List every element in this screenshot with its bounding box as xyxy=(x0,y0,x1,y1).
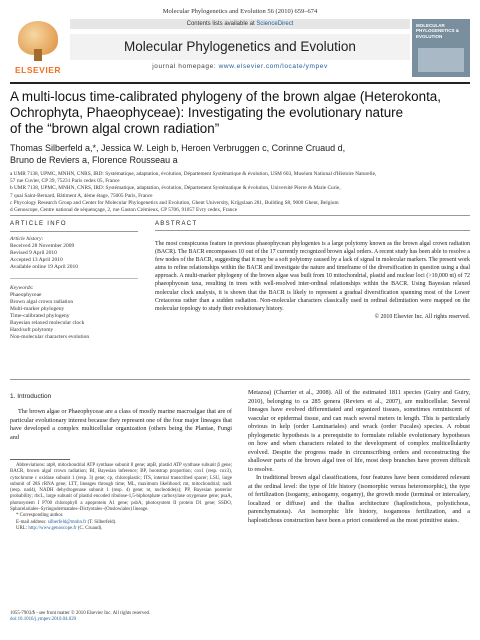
info-divider-top xyxy=(10,215,470,216)
issn-line: 1055-7903/$ - see front matter © 2010 Elsevier Inc. All rights reserved. xyxy=(10,611,151,616)
article-info-heading: ARTICLE INFO xyxy=(10,221,67,227)
intro-paragraph: Metazoa) (Charrier et al., 2008). All of the estimated 1811 species (Guiry and Guiry, 2010), belonging to ca 285 genera (Reviers et al., 2007), are multicellular. Several lineages have evolved differentiated and organized tissues, sometimes reminiscent of vascular or epidermal tissue, and can reach several meters in length. This is particularly obvious in kelp (order Laminariales) and wrack (order Fucales) species. A robust phylogenetic hypothesis is a prerequisite to formulate reliable evolutionary hypotheses on how and when characters related to the development of complex multicellularity evolved. Despite the progress made in circumscribing orders and reconstructing the shallower parts of the brown algal tree of life, most deep branches have proven difficult to resolve. xyxy=(248,389,470,473)
keyword: Hard/soft polytomy xyxy=(10,327,54,333)
history-item: Available online 19 April 2010 xyxy=(10,264,79,270)
keyword: Non-molecular characters evolution xyxy=(10,334,90,340)
keyword: Multi-marker phylogeny xyxy=(10,306,65,312)
journal-masthead xyxy=(10,19,470,77)
section-heading-introduction: 1. Introduction xyxy=(10,393,52,400)
history-label: Article history: xyxy=(10,236,44,242)
url-line xyxy=(10,526,232,532)
email-label: E-mail address: xyxy=(16,519,48,525)
keywords-label: Keywords: xyxy=(10,285,34,291)
affiliation-line: 7 quai Saint-Bernard, Bâtiment A, 4ème étage, 75005 Paris, France xyxy=(10,192,153,199)
intro-paragraph: In traditional brown algal classifications, four features have been considered relevant at the ordinal level: the type of life history (isomorphic versus heteromorphic), the type of fertilization (isogamy, anisogamy, oogamy), the growth mode (terminal or intercalary, localized or diffuse) and the thallus architecture (haplostichous, polystichous, parenchymatous). An isomorphic life history, isogamous fertilization, and a haplostichous construction have been a priori considered as the most primitive states. xyxy=(248,474,470,524)
abstract xyxy=(155,221,470,320)
abstract-rule xyxy=(155,230,470,231)
masthead-divider xyxy=(10,82,470,84)
keyword: Time-calibrated phylogeny xyxy=(10,313,70,319)
copyright-notice: © 2010 Elsevier Inc. All rights reserved. xyxy=(374,313,470,320)
journal-reference: Molecular Phylogenetics and Evolution 56 (2010) 659–674 xyxy=(162,8,318,15)
publication-info xyxy=(10,611,232,624)
title-line: of the “brown algal crown radiation” xyxy=(10,121,220,136)
keyword: Brown algal crown radiation xyxy=(10,299,74,305)
email-link[interactable]: silberfeld@mnhn.fr xyxy=(47,519,87,525)
affiliation-line: c Phycology Research Group and Center for Molecular Phylogenetics and Evolution, Ghent University, Krijgslaan 281, Building S8, 9000 Ghent, Belgium xyxy=(10,199,339,206)
keyword: Bayesian relaxed molecular clock xyxy=(10,320,85,326)
contents-bar xyxy=(70,19,410,29)
email-owner: (T. Silberfeld). xyxy=(86,519,117,525)
history-item: Accepted 13 April 2010 xyxy=(10,257,63,263)
affiliations xyxy=(10,171,470,214)
author-list xyxy=(10,142,470,166)
affiliation-line: b UMR 7138, UPMC, MNHN, CNRS, IRD: Systématique, adaptation, évolution, Département Systématique & évolution, Université Pierre & Marie Curie, xyxy=(10,185,341,192)
history-item: Revised 9 April 2010 xyxy=(10,250,57,256)
title-line: Ochrophyta, Phaeophyceae): Investigating the evolutionary nature xyxy=(10,105,404,120)
affiliation-line: a UMR 7138, UPMC, MNHN, CNRS, IRD: Systématique, adaptation, évolution, Département Systématique & évolution, USM 603, Muséum National d'Histoire Naturelle, xyxy=(10,171,377,177)
corresponding-author-note: * Corresponding author. xyxy=(16,513,64,519)
sciencedirect-link[interactable]: ScienceDirect xyxy=(256,21,294,27)
tree-trunk-icon xyxy=(34,49,42,61)
article-info xyxy=(10,221,138,341)
history-item: Received 28 November 2009 xyxy=(10,243,75,249)
journal-title: Molecular Phylogenetics and Evolution xyxy=(70,34,410,60)
homepage-prefix: journal homepage: xyxy=(152,63,219,70)
abstract-text: The most conspicuous feature in previous phaeophycean phylogenies is a large polytomy known as the brown algal crown radiation (BACR). The BACR encompasses 10 out of the 17 currently recognized brown algal orders. A recent study has been able to resolve a few nodes of the BACR, suggesting that it may be a soft polytomy caused by a lack of signal in molecular markers. The present work aims to refine relationships within the BACR and investigate the nature and timeframe of the diversification in question using a dual approach. A multi-marker phylogeny of the brown algae was built from 10 mitochondrial, plastid and nuclear loci (>10,000 nt) of 72 phaeophycean taxa, resulting in trees with well-resolved inter-ordinal relationships within the BACR. Using Bayesian relaxed molecular clock analysis, it is shown that the BACR is likely to represent a gradual diversification spanning most of the Lower Cretaceous rather than a sudden radiation. Non-molecular characters classically used in ordinal delimitation were mapped on the molecular topology to study their evolutionary history. xyxy=(155,241,470,312)
author-line[interactable]: Thomas Silberfeld a,*, Jessica W. Leigh b, Heroen Verbruggen c, Corinne Cruaud d, xyxy=(10,143,346,153)
footnotes xyxy=(10,463,232,532)
title-line: A multi-locus time-calibrated phylogeny of the brown algae (Heterokonta, xyxy=(10,89,441,104)
keyword: Phaeophyceae xyxy=(10,292,42,298)
abstract-divider-bottom xyxy=(10,379,470,380)
intro-right-column xyxy=(248,389,470,525)
abstract-heading: ABSTRACT xyxy=(155,221,198,227)
url-owner: (C. Cruaud). xyxy=(76,525,103,531)
author-line[interactable]: Bruno de Reviers a, Florence Rousseau a xyxy=(10,155,178,165)
doi-link[interactable]: doi:10.1016/j.ympev.2010.04.020 xyxy=(10,617,77,623)
masthead-center xyxy=(70,19,410,77)
journal-homepage xyxy=(70,63,410,70)
affiliation-line: d Genoscope, Centre national de séquençage, 2, rue Gaston Crémieux, CP 5706, 91057 Evry cedex, France xyxy=(10,207,238,214)
url-label: URL: xyxy=(16,525,29,531)
affiliation-line: 57 rue Cuvier, CP 39, 75231 Paris cedex 05, France xyxy=(10,178,120,185)
contents-prefix: Contents lists available at xyxy=(186,21,257,27)
url-link[interactable]: http://www.genoscope.fr xyxy=(28,525,77,531)
intro-paragraph: The brown algae or Phaeophyceae are a class of mostly marine macroalgae that are of particular evolutionary interest because they represent one of the four major lineages that have developed a complex multicellular organization (others being the Plantae, Fungi and xyxy=(10,408,232,441)
homepage-link[interactable]: www.elsevier.com/locate/ympev xyxy=(218,63,328,70)
cover-title: MOLECULAR PHYLOGENETICS & EVOLUTION xyxy=(416,23,460,39)
article-title xyxy=(10,89,470,137)
abbreviations-footnote: Abbreviations: atp8, mitochondrial ATP synthase subunit 8 gene; atpB, plastid ATP synthase subunit β gene; BACR, brown algal crown radiation; BI, Bayesian inference; BP, bootstrap proportion; cox1 (resp. cox3), cytochrome c oxidase subunit 1 (resp. 3) gene; cp, chloroplastic; ITS, internal transcribed spacer; LSU, large subunit of 28S rRNA gene; LTT, lineages through time; ML, maximum likelihood; mt, mitochondrial; nad1 (resp. nad4), NADH dehydrogenase subunit 1 (resp. 4) gene; nt, nucleotide(s); PP, Bayesian posterior probability; rbcL, large subunit of plastid encoded ribulose-1,5-biphosphate carboxylase oxygenase gene; psaA, photosystem I P700 chlorophyll a apoprotein A1 gene; psbA, photosystem II protein D1 gene; SSDO, Sphacelariales–Syringodermatales–Dictyotales–(Onslowiales) lineage. xyxy=(10,463,232,513)
footnote-divider xyxy=(10,459,70,460)
elsevier-logo[interactable] xyxy=(10,19,66,77)
article-info-rule xyxy=(10,231,138,232)
cover-image xyxy=(418,48,464,72)
keywords-rule xyxy=(10,278,138,279)
journal-cover-thumbnail[interactable] xyxy=(412,19,470,77)
publisher-name: ELSEVIER xyxy=(14,65,62,75)
